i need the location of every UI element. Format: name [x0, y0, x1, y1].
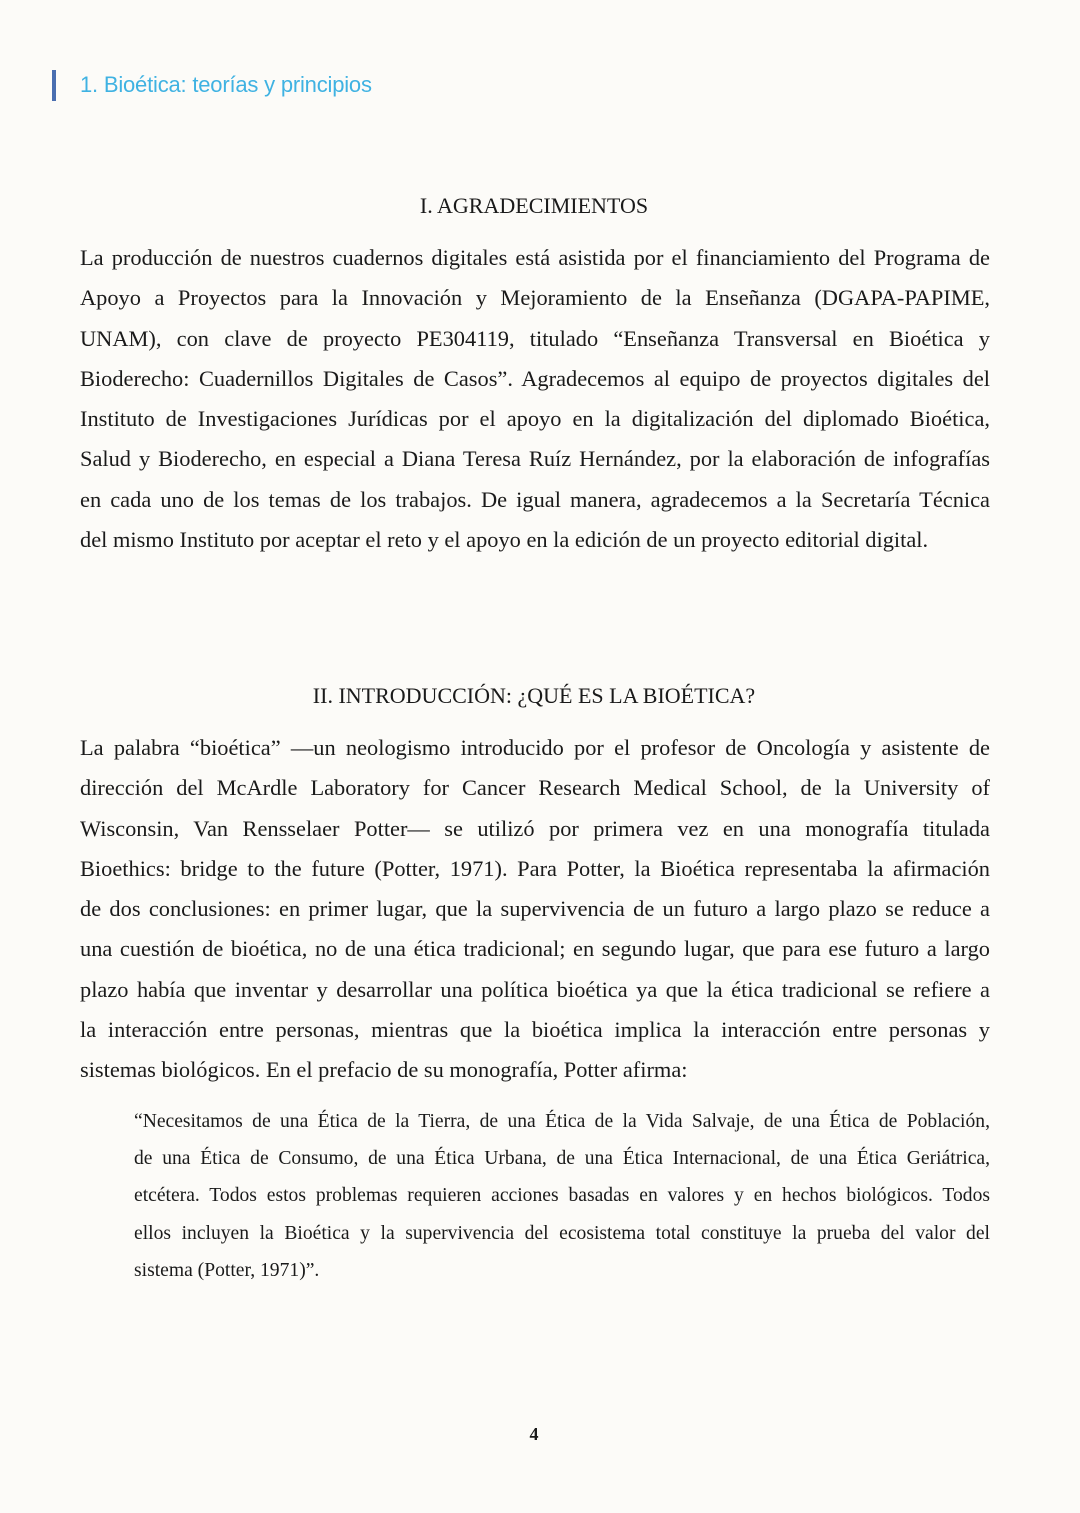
text-line: Bioderecho: Cuadernillos Digitales de Casos”. Agradecemos al equipo de proyectos digitales del	[80, 365, 990, 391]
text-line: del mismo Instituto por aceptar el reto y el apoyo en la edición de un proyecto editorial digital.	[80, 527, 929, 553]
text-line: La producción de nuestros cuadernos digitales está asistida por el financiamiento del Programa de	[80, 245, 990, 270]
paragraph-introduccion	[80, 728, 990, 1091]
block-quote-potter	[134, 1103, 990, 1289]
text-line: UNAM), con clave de proyecto PE304119, titulado “Enseñanza Transversal en Bioética y	[80, 325, 990, 351]
paragraph-agradecimientos	[80, 238, 990, 560]
section-heading-introduccion: II. INTRODUCCIÓN: ¿QUÉ ES LA BIOÉTICA?	[312, 683, 756, 708]
page-number: 4	[529, 1424, 539, 1444]
text-line: la interacción entre personas, mientras que la bioética implica la interacción entre personas y	[80, 1017, 990, 1043]
text-line: Salud y Bioderecho, en especial a Diana Teresa Ruíz Hernández, por la elaboración de infografías	[80, 446, 990, 472]
quote-line: “Necesitamos de una Ética de la Tierra, de una Ética de la Vida Salvaje, de una Ética de Población,	[134, 1111, 990, 1132]
text-line: de dos conclusiones: en primer lugar, que la supervivencia de un futuro a largo plazo se reduce a	[80, 896, 990, 922]
text-line: Apoyo a Proyectos para la Innovación y Mejoramiento de la Enseñanza (DGAPA-PAPIME,	[80, 285, 990, 311]
text-line: dirección del McArdle Laboratory for Cancer Research Medical School, de la University of	[80, 775, 990, 801]
text-line: plazo había que inventar y desarrollar una política bioética ya que la ética tradicional se refiere a	[80, 976, 990, 1002]
text-line: Wisconsin, Van Rensselaer Potter— se utilizó por primera vez en una monografía titulada	[80, 815, 990, 841]
text-line: Bioethics: bridge to the future (Potter, 1971). Para Potter, la Bioética representaba la afirmación	[80, 855, 990, 881]
chapter-title: 1. Bioética: teorías y principios	[80, 72, 372, 97]
text-line: en cada uno de los temas de los trabajos. De igual manera, agradecemos a la Secretaría Técnica	[80, 486, 990, 512]
text-line: La palabra “bioética” —un neologismo introducido por el profesor de Oncología y asistente de	[80, 735, 990, 760]
text-line: Instituto de Investigaciones Jurídicas por el apoyo en la digitalización del diplomado Bioética,	[80, 406, 990, 432]
header-accent-bar	[52, 70, 56, 101]
section-heading-agradecimientos: I. AGRADECIMIENTOS	[419, 193, 649, 218]
quote-line: de una Ética de Consumo, de una Ética Urbana, de una Ética Internacional, de una Ética Geriátrica,	[134, 1148, 990, 1170]
quote-line: etcétera. Todos estos problemas requieren acciones basadas en valores y en hechos biológicos. Todos	[134, 1185, 990, 1207]
text-line: una cuestión de bioética, no de una ética tradicional; en segundo lugar, que para ese futuro a largo	[80, 936, 990, 962]
quote-line: ellos incluyen la Bioética y la supervivencia del ecosistema total constituye la prueba del valor del	[134, 1222, 990, 1244]
quote-line: sistema (Potter, 1971)”.	[134, 1259, 320, 1281]
text-line: sistemas biológicos. En el prefacio de su monografía, Potter afirma:	[80, 1057, 688, 1083]
